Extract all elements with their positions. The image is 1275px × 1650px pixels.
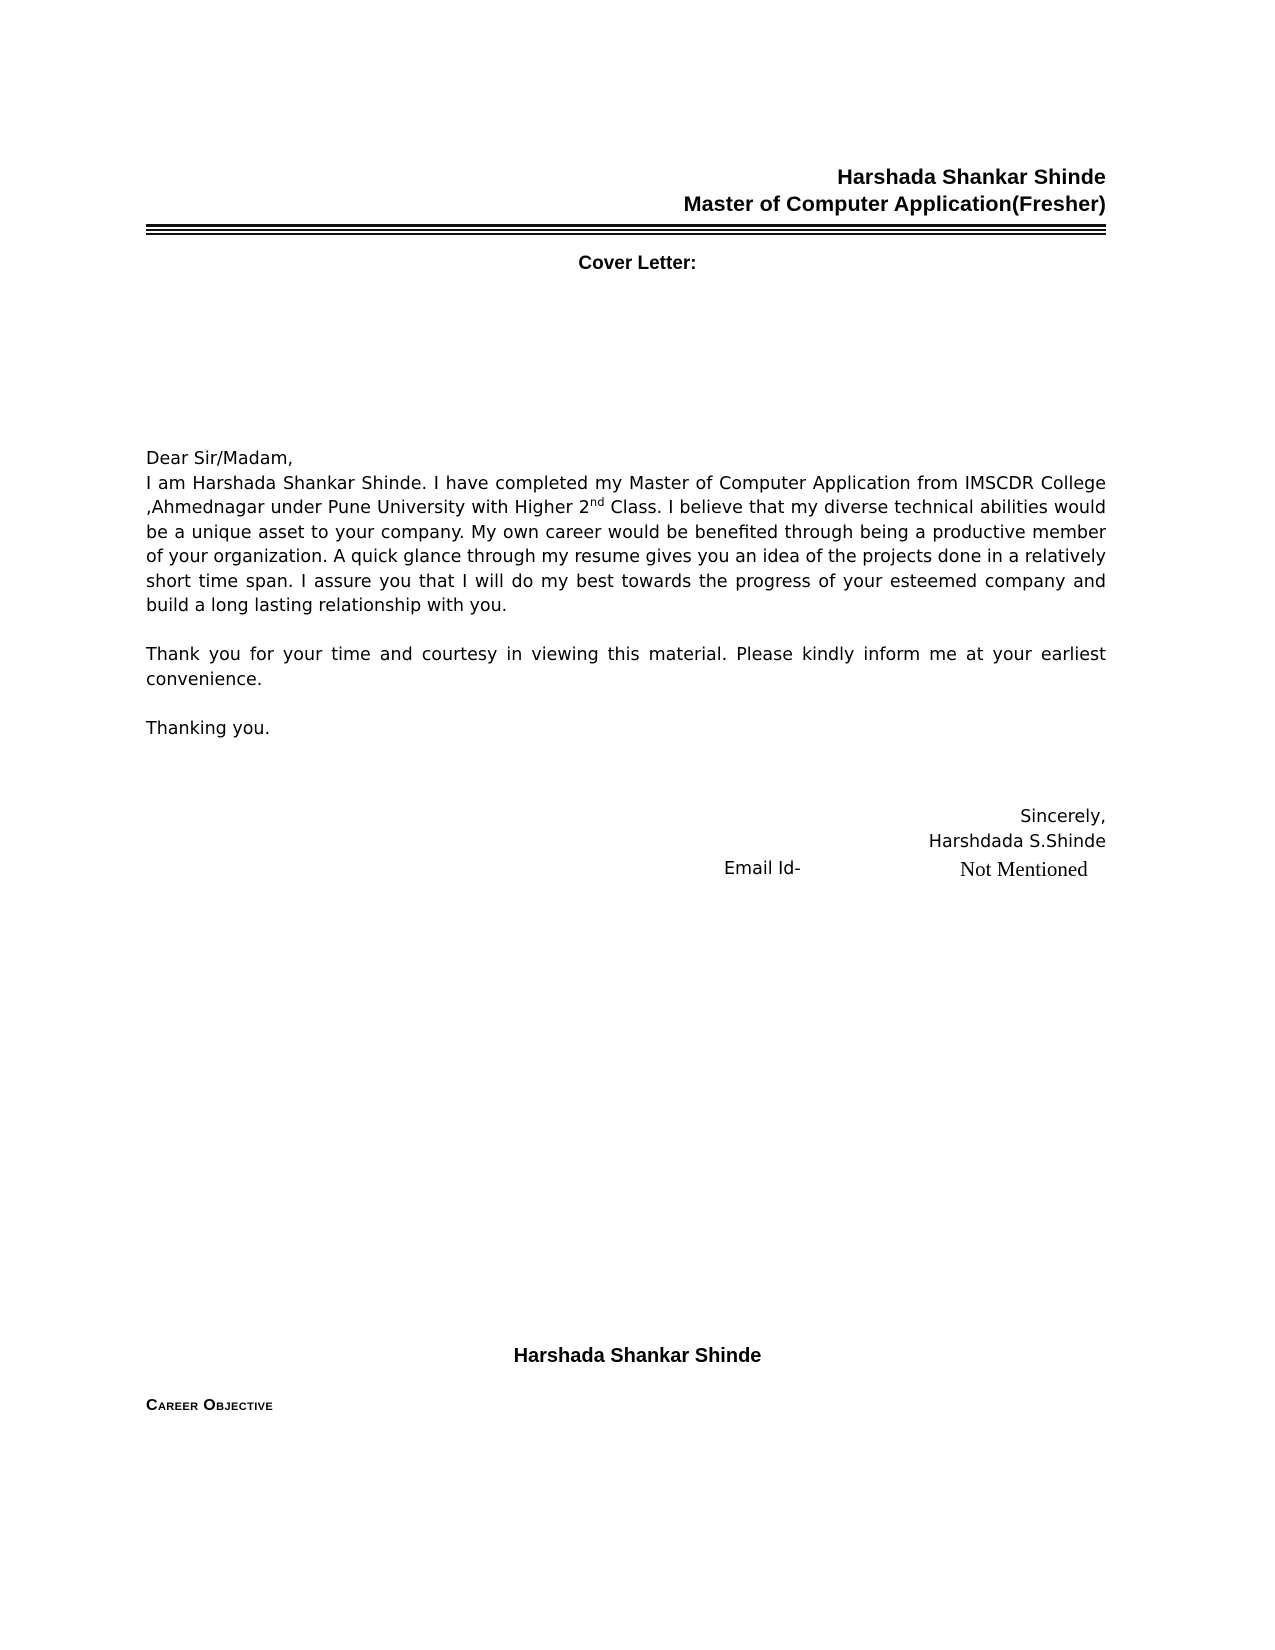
cover-letter-title: Cover Letter: xyxy=(578,253,697,274)
cover-letter-body xyxy=(146,447,1106,741)
signature-block xyxy=(146,805,1106,883)
body-paragraph-1-part-b: Class. I believe that my diverse technical abilities would be a unique asset to your company. My own career would be benefited through being a productive member of your organization. A quick glance through my resume gives you an idea of the projects done in a relatively short time span. I assure you that I will do my best towards the progress of your esteemed company and build a long lasting relationship with you. xyxy=(146,498,1106,616)
header-divider-line-bottom xyxy=(146,233,1106,236)
email-value: Not Mentioned xyxy=(960,857,1088,881)
resume-title-name: Harshada Shankar Shinde xyxy=(513,1345,762,1367)
section-heading-career-objective: Career Objective xyxy=(146,1397,274,1414)
header-divider-line-middle xyxy=(146,229,1106,231)
salutation-line: Dear Sir/Madam, xyxy=(146,449,294,469)
candidate-name-heading: Harshada Shankar Shinde xyxy=(837,165,1106,189)
email-label: Email Id- xyxy=(724,859,801,879)
body-paragraph-3: Thanking you. xyxy=(146,718,271,739)
email-row xyxy=(146,855,1106,883)
header-divider xyxy=(146,224,1106,236)
header-divider-line-top xyxy=(146,224,1106,227)
body-paragraph-2: Thank you for your time and courtesy in viewing this material. Please kindly inform me at your earliest convenience. xyxy=(146,645,1106,690)
closing-salutation: Sincerely, xyxy=(1020,807,1106,827)
body-paragraph-1-part-a: I am Harshada Shankar Shinde. I have completed my Master of Computer Application from IMSCDR College ,Ahmednagar under Pune University with Higher 2 xyxy=(146,473,1106,518)
signer-name: Harshdada S.Shinde xyxy=(928,832,1106,852)
document-header xyxy=(146,164,1106,236)
candidate-qualification-heading: Master of Computer Application(Fresher) xyxy=(683,192,1106,216)
body-paragraph-1 xyxy=(146,472,1106,619)
ordinal-suffix: nd xyxy=(589,495,605,510)
